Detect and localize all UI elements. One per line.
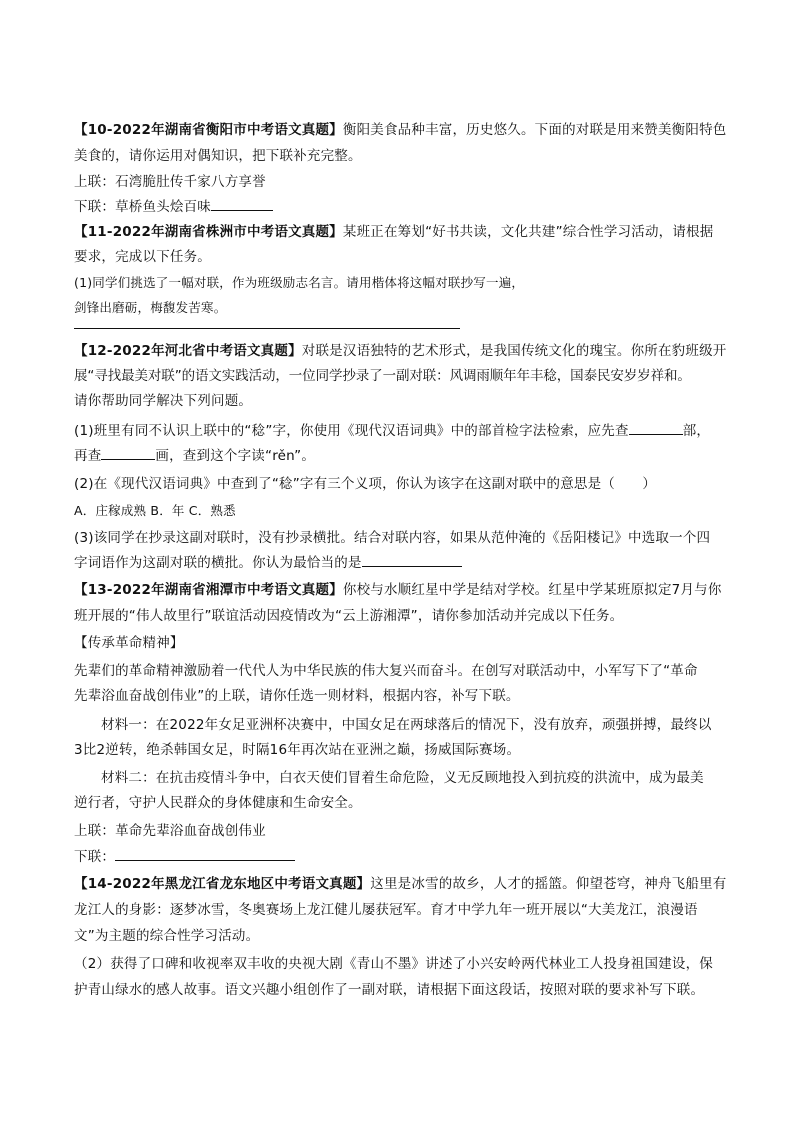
q10-lower-couplet-line bbox=[74, 195, 273, 219]
q14-intro-c: 文”为主题的综合性学习活动。 bbox=[74, 928, 260, 944]
q12-part-1-text-a-end: 部， bbox=[682, 423, 711, 439]
q14-line-1 bbox=[74, 872, 726, 896]
q12-intro-a: 对联是汉语独特的艺术形式，是我国传统文化的瑰宝。你所在豹班级开 bbox=[301, 343, 727, 359]
q12-part-2: (2)在《现代汉语词典》中查到了“稔”字有三个义项，你认为该字在这副对联中的意思是（ ） bbox=[74, 476, 657, 492]
q10-intro-a: 衡阳美食品种丰富，历史悠久。下面的对联是用来赞美衡阳特色 bbox=[342, 122, 727, 138]
q13-answer-blank[interactable] bbox=[115, 846, 295, 861]
q12-tag: 【12-2022年河北省中考语文真题】 bbox=[74, 343, 302, 359]
q12-part-3-line-b bbox=[74, 551, 462, 575]
q13-lower-couplet: 下联： bbox=[74, 849, 116, 865]
q14-part-2-a: （2）获得了口碑和收视率双丰收的央视大剧《青山不墨》讲述了小兴安岭两代林业工人投身祖国建设，保 bbox=[74, 956, 713, 972]
q11-intro-a: 某班正在筹划“好书共读，文化共建”综合性学习活动，请根据 bbox=[342, 224, 714, 240]
q13-material-1-b: 3比2逆转，绝杀韩国女足，时隔16年再次站在亚洲之巅，扬威国际赛场。 bbox=[74, 742, 521, 758]
q12-line-1 bbox=[74, 339, 726, 363]
q14-tag: 【14-2022年黑龙江省龙东地区中考语文真题】 bbox=[74, 876, 371, 892]
q12-part-1-text-b-end: 画，查到这个字读“rěn”。 bbox=[155, 448, 316, 464]
q13-material-2-a: 材料二：在抗击疫情斗争中，白衣天使们冒着生命危险，义无反顾地投入到抗疫的洪流中，成为最美 bbox=[101, 770, 704, 786]
q10-tag: 【10-2022年湖南省衡阳市中考语文真题】 bbox=[74, 122, 343, 138]
q14-intro-b: 龙江人的身影：逐梦冰雪，冬奥赛场上龙江健儿屡获冠军。育才中学九年一班开展以“大美龙江，浪漫语 bbox=[74, 902, 698, 918]
q12-part-3-a: (3)该同学在抄录这副对联时，没有抄录横批。结合对联内容，如果从范仲淹的《岳阳楼记》中选取一个四 bbox=[74, 530, 711, 546]
q12-options: A．庄稼成熟 B．年 C．熟悉 bbox=[74, 503, 236, 518]
q11-line-1 bbox=[74, 220, 713, 244]
q13-intro-a: 你校与水顺红星中学是结对学校。红星中学某班原拟定7月与你 bbox=[342, 582, 722, 598]
q11-couplet: 剑锋出磨砺，梅馥发苦寒。 bbox=[74, 300, 227, 315]
q12-horizontal-scroll-blank[interactable] bbox=[362, 552, 462, 567]
q10-line-1 bbox=[74, 118, 726, 142]
q12-part-1-line-a bbox=[74, 419, 710, 443]
q13-line-1 bbox=[74, 578, 722, 602]
q14-part-2-b: 护青山绿水的感人故事。语文兴趣小组创作了一副对联，请根据下面这段话，按照对联的要求补写下联。 bbox=[74, 982, 705, 998]
q12-part-1-line-b bbox=[74, 444, 315, 468]
q13-material-2-b: 逆行者，守护人民群众的身体健康和生命安全。 bbox=[74, 795, 362, 811]
q14-intro-a: 这里是冰雪的故乡，人才的摇篮。仰望苍穹，神舟飞船里有 bbox=[370, 876, 727, 892]
q12-radical-blank[interactable] bbox=[629, 420, 683, 435]
q13-intro-b: 班开展的“伟人故里行”联谊活动因疫情改为“云上游湘潭”，请你参加活动并完成以下任务。 bbox=[74, 608, 624, 624]
q11-intro-b: 要求，完成以下任务。 bbox=[74, 249, 211, 265]
q12-part-1-text-a: (1)班里有同不认识上联中的“稔”字，你使用《现代汉语词典》中的部首检字法检索，应先查 bbox=[74, 423, 629, 439]
q12-intro-b: 展“寻找最美对联”的语文实践活动，一位同学抄录了一副对联：风调雨顺年年丰稔，国泰民安岁岁祥和。 bbox=[74, 368, 691, 384]
q12-strokes-blank[interactable] bbox=[101, 445, 155, 460]
q10-answer-blank[interactable] bbox=[211, 196, 273, 211]
q10-upper-couplet: 上联：石湾脆肚传千家八方享誉 bbox=[74, 174, 266, 190]
q13-upper-couplet: 上联：革命先辈浴血奋战创伟业 bbox=[74, 823, 266, 839]
q13-para-a: 先辈们的革命精神激励着一代代人为中华民族的伟大复兴而奋斗。在创写对联活动中，小军写下了“革命 bbox=[74, 663, 698, 679]
q12-part-1-text-b-start: 再查 bbox=[74, 448, 102, 464]
q11-answer-line[interactable] bbox=[74, 328, 460, 329]
q12-intro-c: 请你帮助同学解决下列问题。 bbox=[74, 393, 253, 409]
q11-task-1: (1)同学们挑选了一幅对联，作为班级励志名言。请用楷体将这幅对联抄写一遍， bbox=[74, 275, 525, 290]
q13-tag: 【13-2022年湖南省湘潭市中考语文真题】 bbox=[74, 582, 343, 598]
q13-section-title: 【传承革命精神】 bbox=[74, 635, 184, 651]
q12-part-3-b: 字词语作为这副对联的横批。你认为最恰当的是 bbox=[74, 555, 362, 571]
q13-material-1-a: 材料一：在2022年女足亚洲杯决赛中，中国女足在两球落后的情况下，没有放弃，顽强拼搏，最终以 bbox=[101, 717, 712, 733]
q10-intro-b: 美食的，请你运用对偶知识，把下联补充完整。 bbox=[74, 148, 362, 164]
q13-para-b: 先辈浴血奋战创伟业”的上联，请你任选一则材料，根据内容，补写下联。 bbox=[74, 688, 520, 704]
q11-tag: 【11-2022年湖南省株洲市中考语文真题】 bbox=[74, 224, 343, 240]
q13-lower-couplet-line bbox=[74, 845, 295, 869]
q10-lower-couplet: 下联：草桥鱼头烩百味 bbox=[74, 199, 211, 215]
